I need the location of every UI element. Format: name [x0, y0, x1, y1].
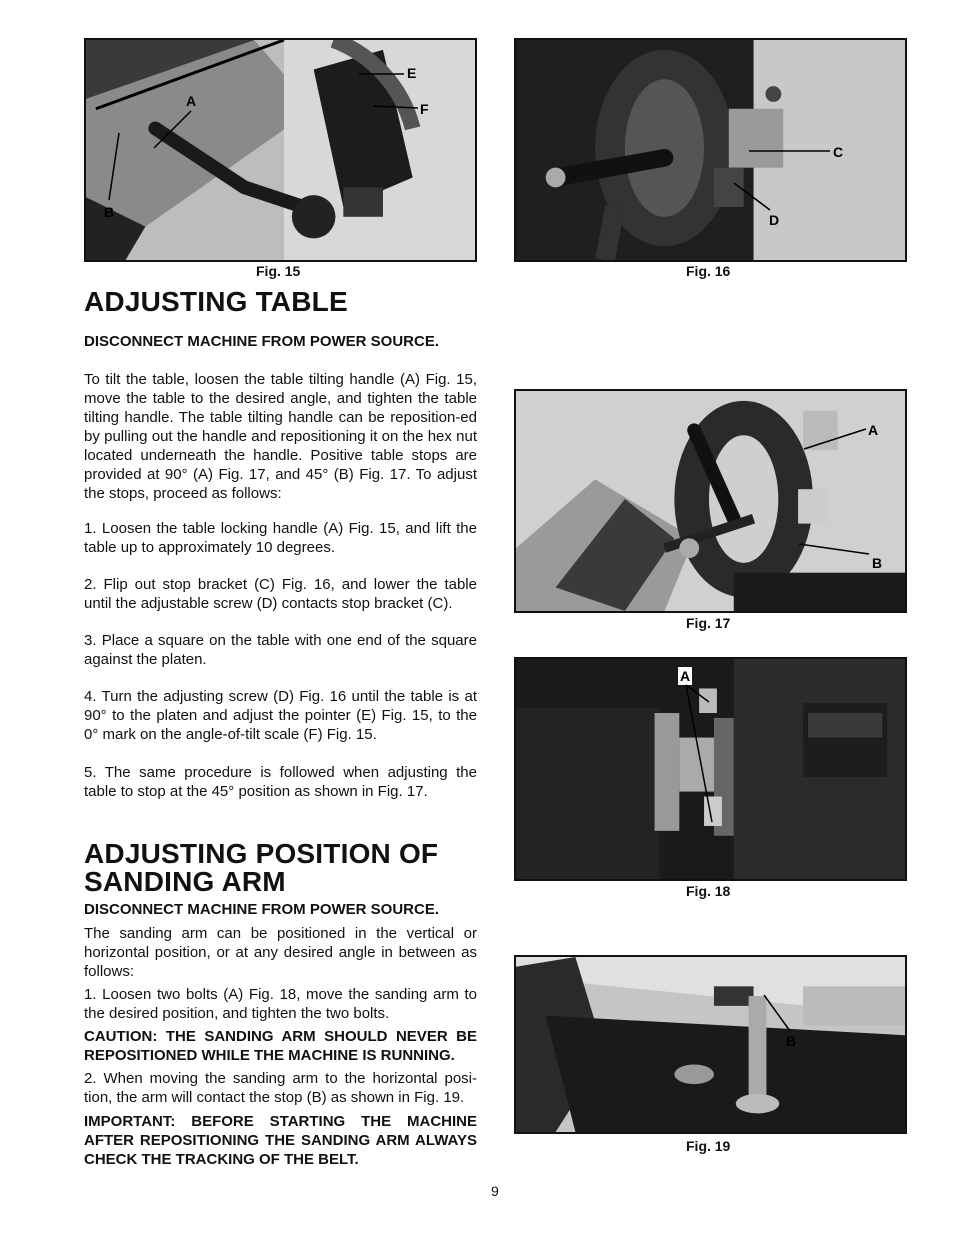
step-3: 3. Place a square on the table with one end of the square against the platen. [84, 632, 477, 668]
step-2: 2. Flip out stop bracket (C) Fig. 16, and lower the table until the adjustable screw (D) contacts stop bracket (C). [84, 576, 477, 612]
section-heading-adjusting-table: ADJUSTING TABLE [84, 286, 348, 317]
fig18-caption: Fig. 18 [686, 883, 731, 899]
figure-15-callouts [84, 38, 477, 262]
fig16-label-c: C [833, 144, 844, 160]
fig16-label-d: D [769, 212, 780, 228]
important-text: IMPORTANT: BEFORE STARTING THE MACHINE AFTER REPOSITIONING THE SANDING ARM ALWAYS CHECK THE TRACKING OF THE BELT. [84, 1113, 477, 1168]
step-5: 5. The same procedure is followed when adjusting the table to stop at the 45° position as shown in Fig. 17. [84, 764, 477, 800]
fig17-caption: Fig. 17 [686, 615, 731, 631]
section-heading-sanding-arm-line2: SANDING ARM [84, 866, 286, 897]
fig15-label-e: E [407, 65, 417, 81]
fig17-label-b: B [872, 555, 883, 571]
page-number: 9 [491, 1183, 499, 1199]
sanding-step-1: 1. Loosen two bolts (A) Fig. 18, move the sanding arm to the desired position, and tighten the two bolts. [84, 986, 477, 1022]
sanding-step-2: 2. When moving the sanding arm to the horizontal posi-tion, the arm will contact the stop (B) as shown in Fig. 19. [84, 1070, 477, 1106]
fig17-label-a: A [868, 422, 879, 438]
fig19-label-b: B [786, 1033, 797, 1049]
fig15-caption: Fig. 15 [256, 263, 301, 279]
paragraph-sanding-arm-intro: The sanding arm can be positioned in the vertical or horizontal position, or at any desired angle in between as follows: [84, 925, 477, 980]
fig15-label-f: F [420, 101, 429, 117]
section-heading-sanding-arm-line1: ADJUSTING POSITION OF [84, 838, 439, 869]
figure-17-callouts [514, 389, 907, 613]
figure-18-callouts [514, 657, 907, 881]
warning-text-2: DISCONNECT MACHINE FROM POWER SOURCE. [84, 901, 440, 918]
figure-16-callouts [514, 38, 907, 262]
paragraph-intro: To tilt the table, loosen the table tilting handle (A) Fig. 15, move the table to the desired angle, and tighten the table tilting handle. The table tilting handle can be reposition-ed by pulling out the handle and repositioning it on the hex nut located underneath the handle. Positive table stops are provided at 90° (A) Fig. 17, and 45° (B) Fig. 17. To adjust the stops, proceed as follows: [84, 371, 477, 502]
caution-text: CAUTION: THE SANDING ARM SHOULD NEVER BE REPOSITIONED WHILE THE MACHINE IS RUNNING. [84, 1028, 477, 1064]
fig16-caption: Fig. 16 [686, 263, 731, 279]
step-4: 4. Turn the adjusting screw (D) Fig. 16 until the table is at 90° to the platen and adjust the pointer (E) Fig. 15, to the 0° mark on the angle-of-tilt scale (F) Fig. 15. [84, 688, 477, 743]
fig15-label-a: A [186, 93, 197, 109]
fig18-label-a: A [680, 668, 691, 684]
fig19-caption: Fig. 19 [686, 1138, 731, 1154]
figure-19-callouts [514, 955, 907, 1134]
step-1: 1. Loosen the table locking handle (A) Fig. 15, and lift the table up to approximately 10 degrees. [84, 520, 477, 556]
fig15-label-b: B [104, 204, 115, 220]
warning-text: DISCONNECT MACHINE FROM POWER SOURCE. [84, 333, 440, 350]
